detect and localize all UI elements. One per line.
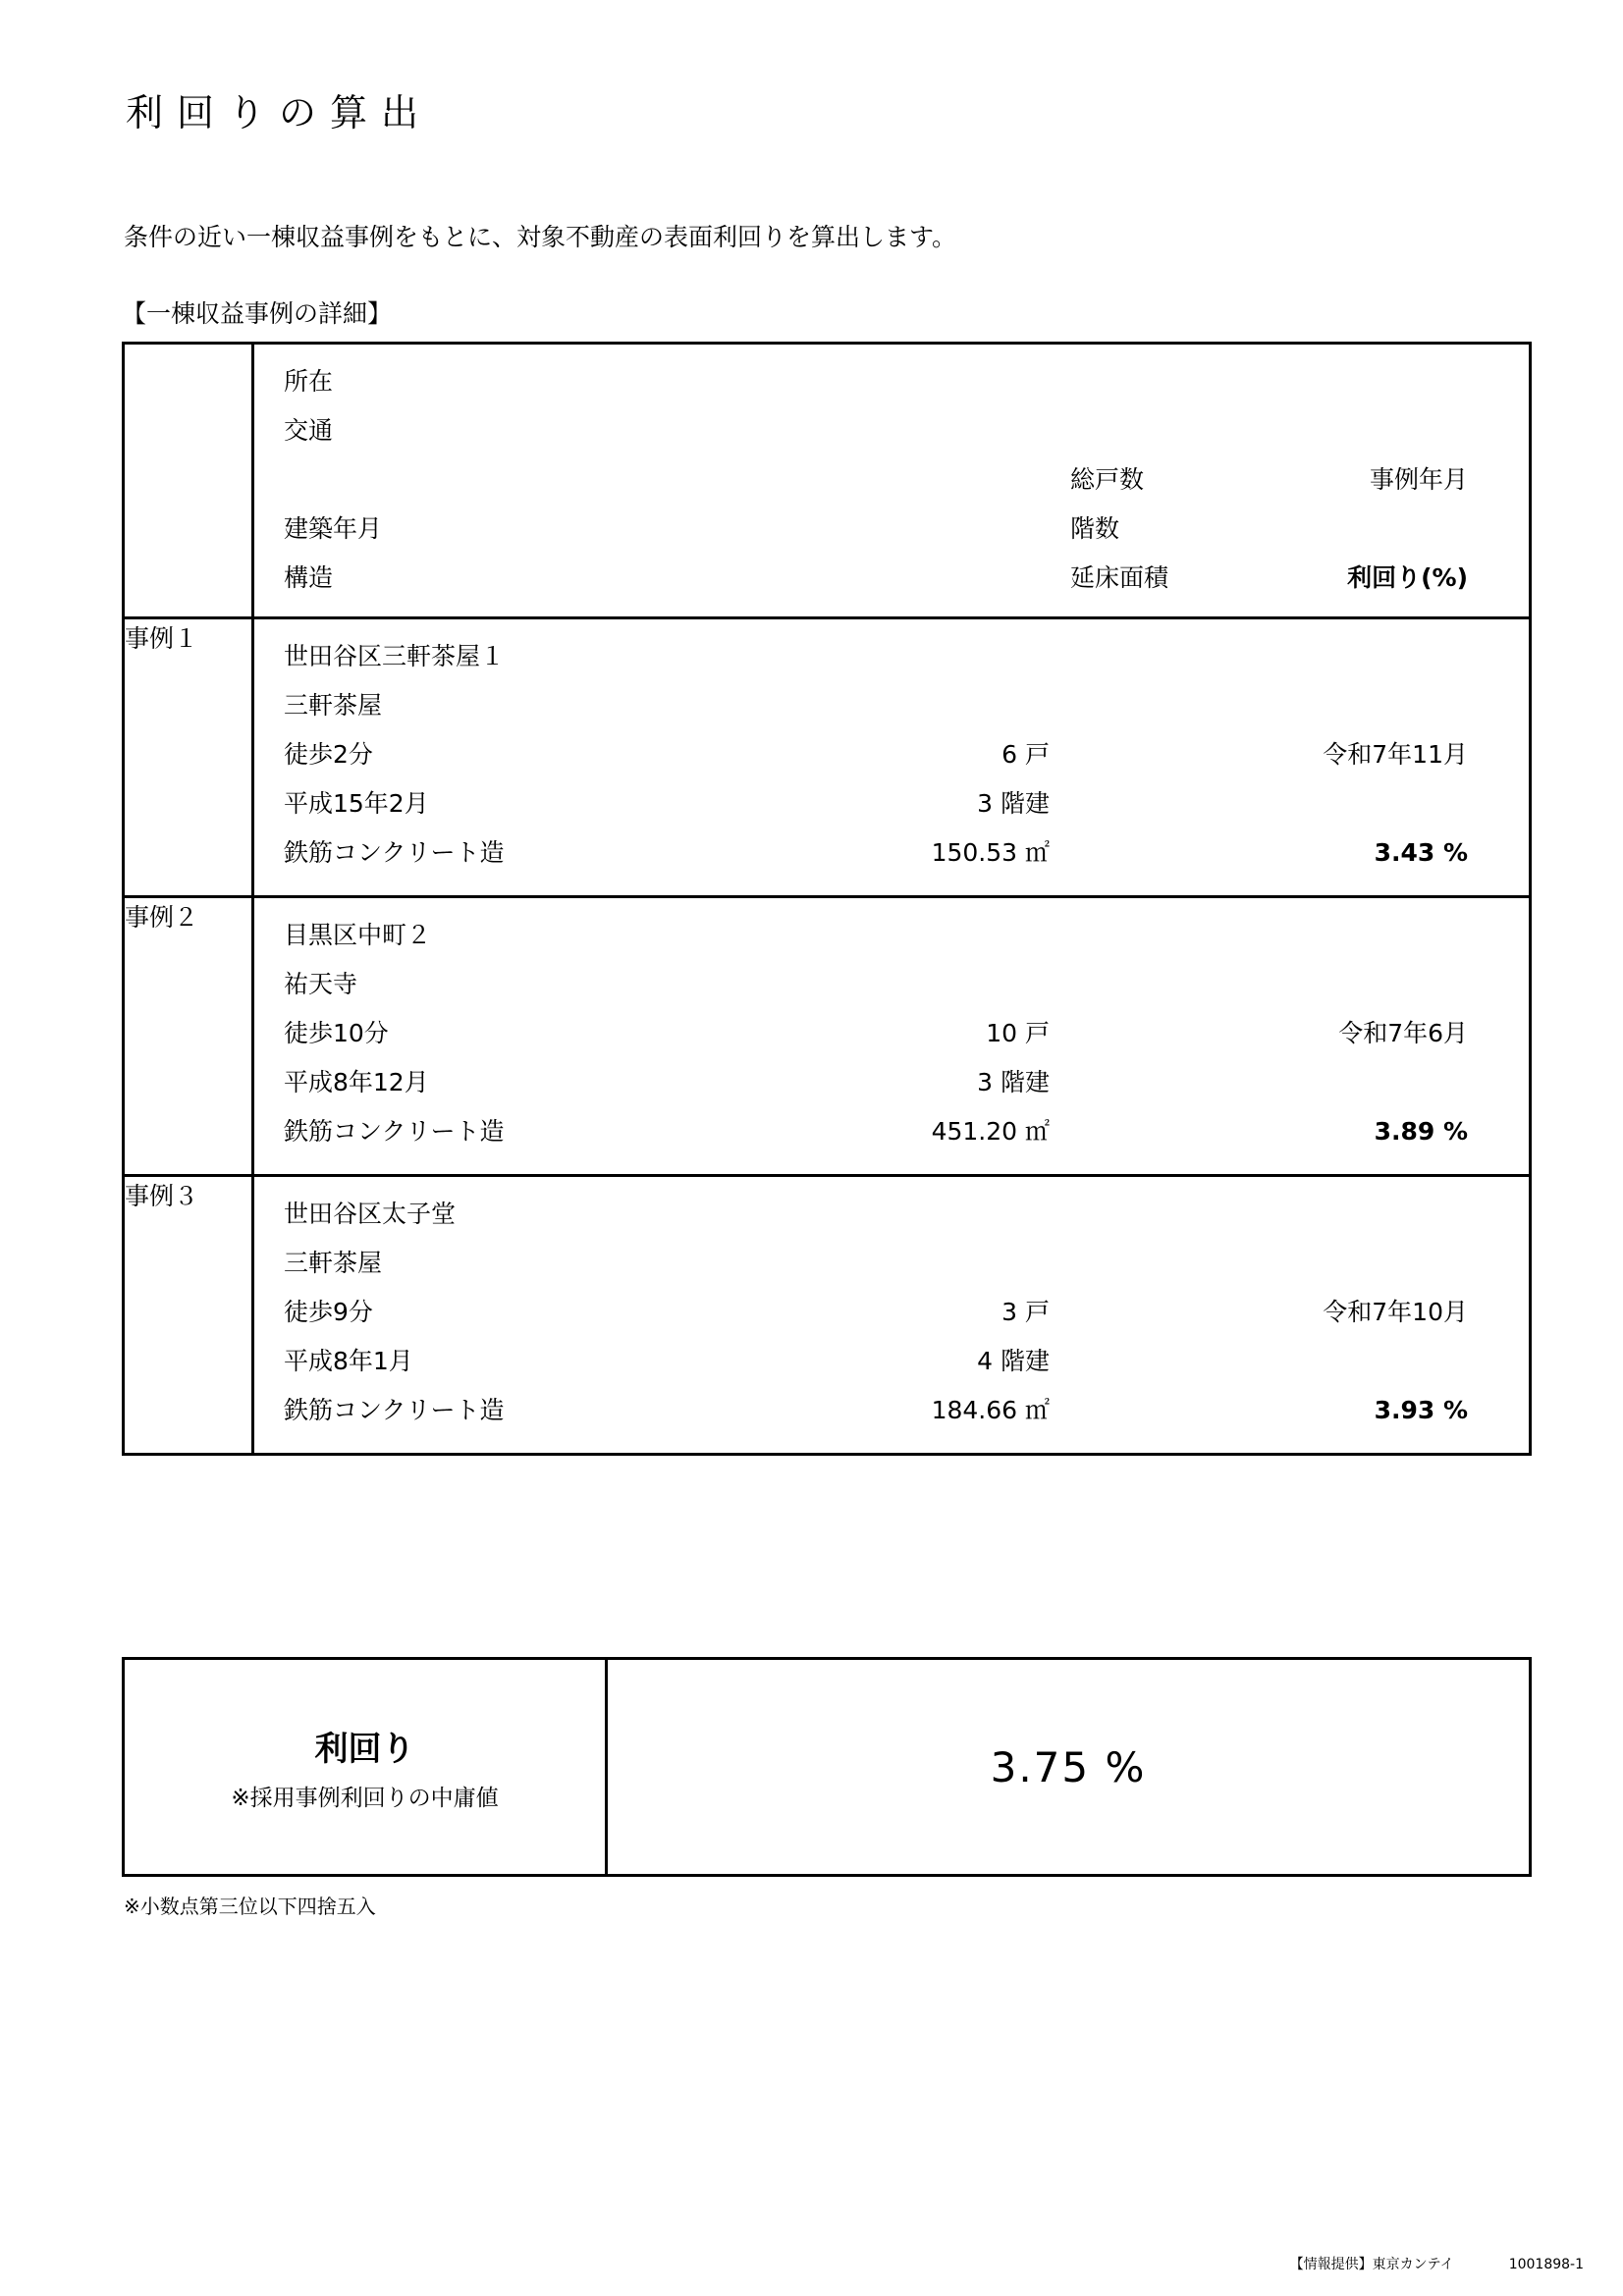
- case-structure: 鉄筋コンクリート造: [284, 1117, 505, 1146]
- result-value: 3.75 %: [990, 1742, 1147, 1791]
- case-station: 三軒茶屋: [284, 691, 383, 720]
- result-note: ※採用事例利回りの中庸値: [231, 1786, 499, 1811]
- header-label-cell: [124, 344, 253, 618]
- case-detail-cell: [253, 618, 1531, 897]
- case-date: 令和7年10月: [1323, 1298, 1468, 1326]
- section-label: 【一棟収益事例の詳細】: [122, 299, 393, 328]
- document-id: 1001898-1: [1508, 2257, 1584, 2272]
- case-units: 6 戸: [1001, 740, 1050, 769]
- case-walk: 徒歩10分: [284, 1019, 389, 1047]
- case-floor-area: 150.53 ㎡: [931, 838, 1050, 867]
- table-row: [124, 1176, 1531, 1455]
- header-units: 総戸数: [1070, 465, 1145, 494]
- header-floor-area: 延床面積: [1070, 563, 1169, 592]
- case-location: 世田谷区太子堂: [284, 1200, 457, 1228]
- case-label: 事例３: [124, 1176, 253, 1455]
- header-detail-cell: [253, 344, 1531, 618]
- case-units: 10 戸: [986, 1019, 1050, 1047]
- case-station: 三軒茶屋: [284, 1249, 383, 1277]
- case-units: 3 戸: [1001, 1298, 1050, 1326]
- case-walk: 徒歩2分: [284, 740, 373, 769]
- case-yield: 3.89 %: [1374, 1117, 1468, 1146]
- case-location: 世田谷区三軒茶屋１: [284, 642, 506, 670]
- case-detail-cell: [253, 1176, 1531, 1455]
- table-row: [124, 618, 1531, 897]
- case-structure: 鉄筋コンクリート造: [284, 838, 505, 867]
- case-floors: 3 階建: [977, 1068, 1050, 1096]
- result-label: 利回り: [314, 1730, 415, 1769]
- case-floors: 3 階建: [977, 789, 1050, 818]
- case-date: 令和7年6月: [1338, 1019, 1468, 1047]
- case-yield: 3.93 %: [1374, 1396, 1468, 1424]
- header-yield: 利回り(%): [1347, 563, 1468, 592]
- case-floor-area: 451.20 ㎡: [931, 1117, 1050, 1146]
- case-yield: 3.43 %: [1374, 838, 1468, 867]
- result-box: [122, 1657, 1532, 1877]
- case-label: 事例１: [124, 618, 253, 897]
- header-built: 建築年月: [284, 514, 383, 543]
- case-location: 目黒区中町２: [284, 921, 432, 949]
- case-detail-cell: [253, 897, 1531, 1176]
- result-value-cell: [607, 1659, 1531, 1876]
- table-row: [124, 897, 1531, 1176]
- rounding-footnote: ※小数点第三位以下四捨五入: [124, 1895, 376, 1918]
- case-built: 平成8年12月: [284, 1068, 429, 1096]
- credit-text: 【情報提供】東京カンテイ: [1289, 2257, 1454, 2272]
- case-date: 令和7年11月: [1323, 740, 1468, 769]
- case-floors: 4 階建: [977, 1347, 1050, 1375]
- header-transport: 交通: [284, 416, 334, 445]
- result-label-cell: [124, 1659, 607, 1876]
- case-table: [122, 342, 1532, 1456]
- case-built: 平成15年2月: [284, 789, 429, 818]
- header-case-date: 事例年月: [1369, 465, 1468, 494]
- table-header-row: [124, 344, 1531, 618]
- header-location: 所在: [284, 367, 334, 396]
- case-walk: 徒歩9分: [284, 1298, 373, 1326]
- intro-text: 条件の近い一棟収益事例をもとに、対象不動産の表面利回りを算出します。: [124, 223, 957, 251]
- credit-line: [1235, 2254, 1584, 2273]
- case-built: 平成8年1月: [284, 1347, 413, 1375]
- case-floor-area: 184.66 ㎡: [931, 1396, 1050, 1424]
- case-label: 事例２: [124, 897, 253, 1176]
- header-floors: 階数: [1070, 514, 1120, 543]
- case-structure: 鉄筋コンクリート造: [284, 1396, 505, 1424]
- header-structure: 構造: [284, 563, 334, 592]
- page-title: 利回りの算出: [126, 91, 433, 134]
- case-station: 祐天寺: [284, 970, 358, 998]
